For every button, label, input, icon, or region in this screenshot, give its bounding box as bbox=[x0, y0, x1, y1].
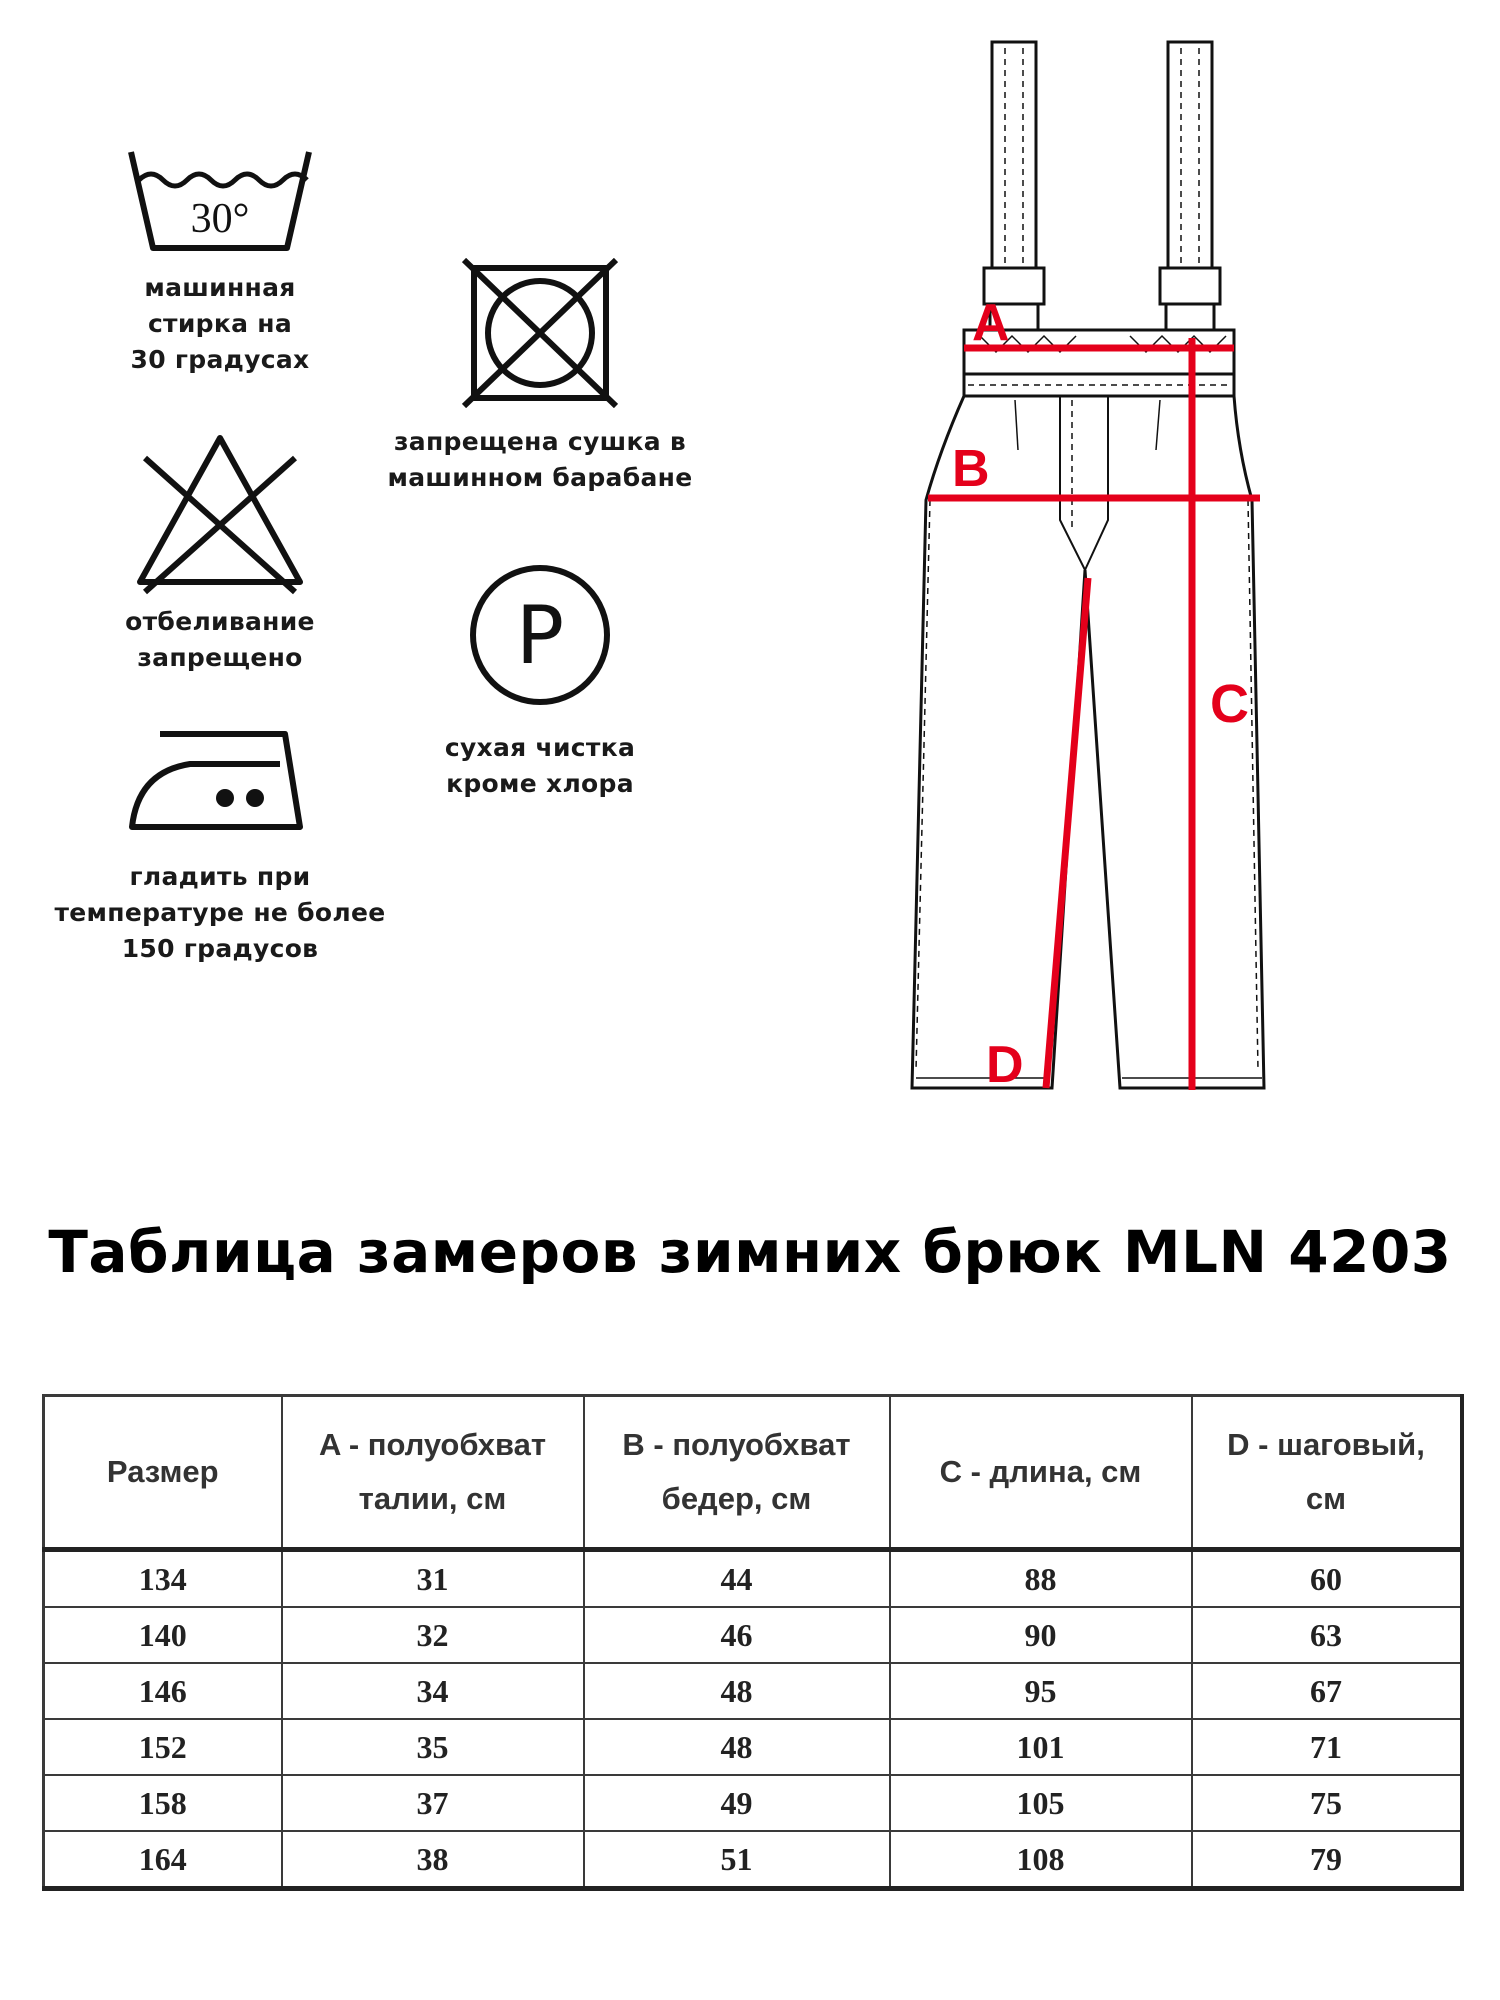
page-title: Таблица замеров зимних брюк MLN 4203 bbox=[48, 1218, 1452, 1286]
cell-size: 158 bbox=[44, 1775, 282, 1831]
cell-c: 101 bbox=[890, 1719, 1192, 1775]
cell-d: 63 bbox=[1192, 1607, 1462, 1663]
cell-size: 140 bbox=[44, 1607, 282, 1663]
cell-a: 37 bbox=[282, 1775, 584, 1831]
wash-label-line: машинная bbox=[144, 273, 296, 302]
cell-b: 48 bbox=[584, 1719, 890, 1775]
iron-label-line: гладить при bbox=[129, 862, 311, 891]
cell-d: 71 bbox=[1192, 1719, 1462, 1775]
cell-a: 34 bbox=[282, 1663, 584, 1719]
care-item-dryclean bbox=[400, 560, 680, 802]
tumble-label-line: машинном барабане bbox=[387, 463, 693, 492]
table-row bbox=[44, 1775, 1462, 1831]
cell-c: 88 bbox=[890, 1550, 1192, 1608]
cell-a: 31 bbox=[282, 1550, 584, 1608]
bleach-label bbox=[100, 604, 340, 676]
header-line: C - длина, см bbox=[939, 1454, 1142, 1489]
care-item-wash bbox=[100, 140, 340, 378]
header-a-waist bbox=[282, 1396, 584, 1550]
cell-size: 134 bbox=[44, 1550, 282, 1608]
iron-two-dots-icon bbox=[120, 722, 320, 837]
table-row bbox=[44, 1607, 1462, 1663]
cell-b: 51 bbox=[584, 1831, 890, 1889]
header-line: бедер, см bbox=[661, 1481, 812, 1516]
measure-label-d: D bbox=[986, 1036, 1024, 1094]
cell-d: 60 bbox=[1192, 1550, 1462, 1608]
cell-size: 164 bbox=[44, 1831, 282, 1889]
cell-b: 48 bbox=[584, 1663, 890, 1719]
cell-b: 44 bbox=[584, 1550, 890, 1608]
tumble-label-line: запрещена сушка в bbox=[393, 427, 687, 456]
header-line: A - полуобхват bbox=[318, 1427, 547, 1462]
iron-label bbox=[30, 859, 410, 967]
measure-label-b: B bbox=[952, 440, 990, 498]
cell-d: 75 bbox=[1192, 1775, 1462, 1831]
cell-size: 146 bbox=[44, 1663, 282, 1719]
cell-c: 90 bbox=[890, 1607, 1192, 1663]
cell-b: 49 bbox=[584, 1775, 890, 1831]
cell-c: 105 bbox=[890, 1775, 1192, 1831]
header-size bbox=[44, 1396, 282, 1550]
cell-d: 67 bbox=[1192, 1663, 1462, 1719]
size-table bbox=[42, 1394, 1464, 1891]
iron-label-line: 150 градусов bbox=[121, 934, 319, 963]
table-row bbox=[44, 1831, 1462, 1889]
header-d-inseam bbox=[1192, 1396, 1462, 1550]
header-line: см bbox=[1305, 1481, 1347, 1516]
header-b-hips bbox=[584, 1396, 890, 1550]
care-item-iron bbox=[30, 722, 410, 967]
measure-label-a: A bbox=[972, 294, 1010, 352]
wash-label-line: стирка на bbox=[147, 309, 293, 338]
bleach-label-line: отбеливание bbox=[125, 607, 315, 636]
cell-c: 108 bbox=[890, 1831, 1192, 1889]
dryclean-label bbox=[400, 730, 680, 802]
header-line: B - полуобхват bbox=[622, 1427, 851, 1462]
dryclean-label-line: сухая чистка bbox=[444, 733, 636, 762]
cell-d: 79 bbox=[1192, 1831, 1462, 1889]
dry-clean-letter: P bbox=[515, 589, 565, 682]
no-bleach-icon bbox=[125, 430, 315, 600]
tumble-label bbox=[370, 424, 710, 496]
table-row bbox=[44, 1663, 1462, 1719]
bleach-label-line: запрещено bbox=[137, 643, 303, 672]
table-row bbox=[44, 1719, 1462, 1775]
iron-label-line: температуре не более bbox=[54, 898, 386, 927]
left-strap bbox=[984, 42, 1044, 334]
header-line: талии, см bbox=[358, 1481, 507, 1516]
cell-c: 95 bbox=[890, 1663, 1192, 1719]
cell-a: 38 bbox=[282, 1831, 584, 1889]
dryclean-label-line: кроме хлора bbox=[446, 769, 634, 798]
wash-temperature: 30° bbox=[190, 196, 250, 242]
no-tumble-dry-icon bbox=[460, 258, 620, 408]
header-line: D - шаговый, bbox=[1227, 1427, 1425, 1462]
cell-a: 32 bbox=[282, 1607, 584, 1663]
wash-label bbox=[100, 270, 340, 378]
right-strap bbox=[1160, 42, 1220, 334]
table-row bbox=[44, 1550, 1462, 1608]
table-header-row bbox=[44, 1396, 1462, 1550]
dry-clean-p-icon bbox=[465, 560, 615, 710]
measure-label-c: C bbox=[1210, 674, 1249, 734]
measure-line-d bbox=[1046, 578, 1088, 1088]
care-item-bleach bbox=[100, 430, 340, 676]
care-item-tumble bbox=[370, 258, 710, 496]
header-line: Размер bbox=[106, 1454, 219, 1489]
cell-a: 35 bbox=[282, 1719, 584, 1775]
header-c-length bbox=[890, 1396, 1192, 1550]
wash-30-icon bbox=[125, 140, 315, 260]
wash-label-line: 30 градусах bbox=[130, 345, 310, 374]
cell-size: 152 bbox=[44, 1719, 282, 1775]
cell-b: 46 bbox=[584, 1607, 890, 1663]
pants-measurement-diagram bbox=[860, 30, 1340, 1150]
